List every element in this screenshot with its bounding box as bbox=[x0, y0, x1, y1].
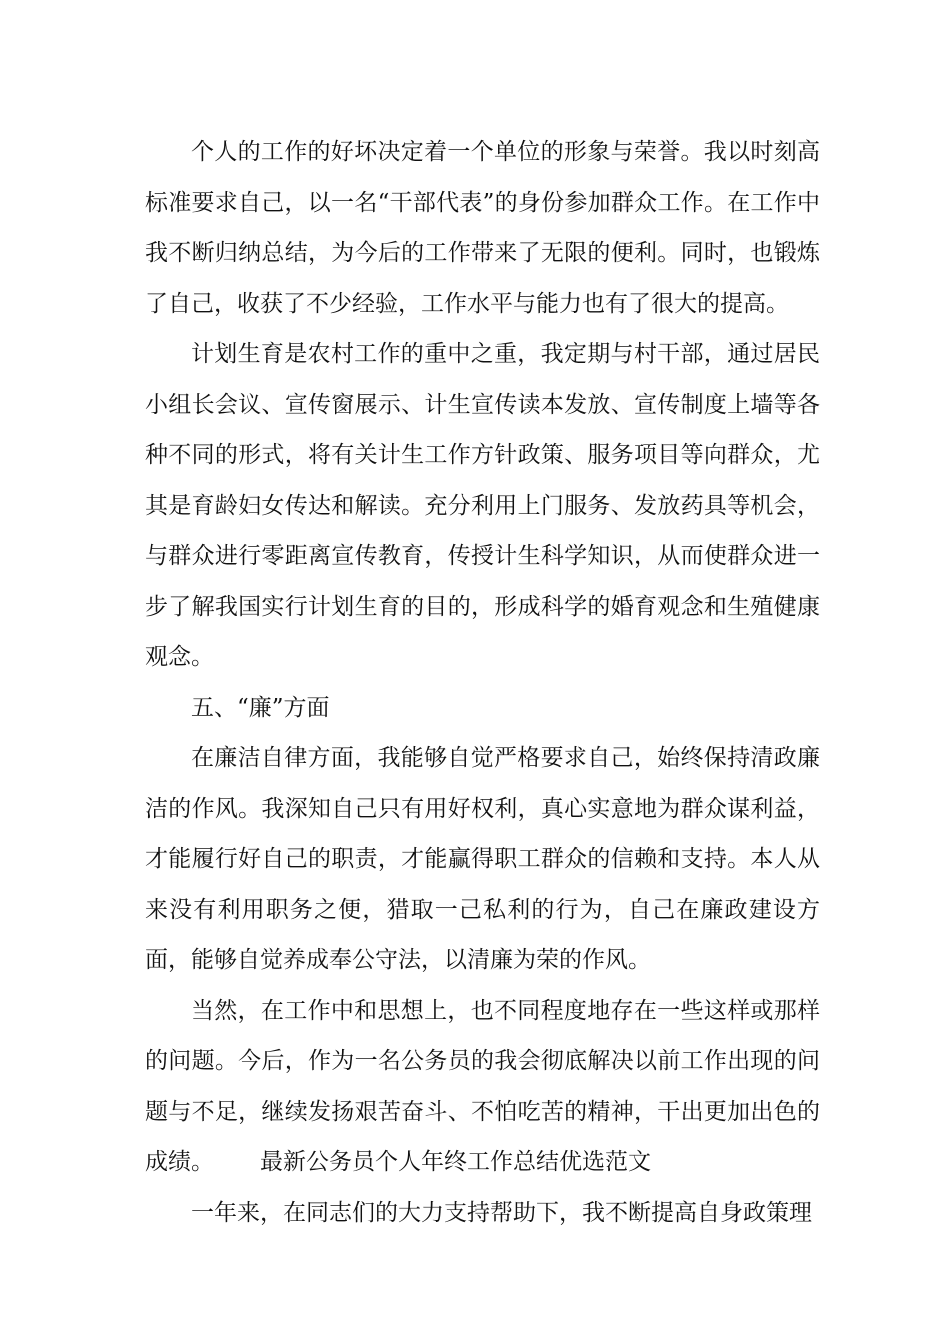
paragraph-family-planning: 计划生育是农村工作的重中之重，我定期与村干部，通过居民小组长会议、宣传窗展示、计生宣传读本发放、宣传制度上墙等各种不同的形式，将有关计生工作方针政策、服务项目等向群众，尤其是育龄妇女传达和解读。充分利用上门服务、发放药具等机会，与群众进行零距离宣传教育，传授计生科学知识，从而使群众进一步了解我国实行计划生育的目的，形成科学的婚育观念和生殖健康观念。 bbox=[145, 341, 820, 670]
paragraph-shortcomings bbox=[145, 986, 820, 1188]
inline-title: 最新公务员个人年终工作总结优选范文 bbox=[260, 1149, 651, 1175]
paragraph-integrity: 在廉洁自律方面，我能够自觉严格要求自己，始终保持清政廉洁的作风。我深知自己只有用好权利，真心实意地为群众谋利益，才能履行好自己的职责，才能赢得职工群众的信赖和支持。本人从来没有利用职务之便，猎取一己私利的行为，自己在廉政建设方面，能够自觉养成奉公守法，以清廉为荣的作风。 bbox=[145, 745, 820, 973]
paragraph-shortcomings-text: 当然，在工作中和思想上，也不同程度地存在一些这样或那样的问题。今后，作为一名公务员的我会彻底解决以前工作出现的问题与不足，继续发扬艰苦奋斗、不怕吃苦的精神，干出更加出色的成绩。 bbox=[145, 997, 820, 1175]
paragraph-work-image: 个人的工作的好坏决定着一个单位的形象与荣誉。我以时刻高标准要求自己，以一名“干部代表”的身份参加群众工作。在工作中我不断归纳总结，为今后的工作带来了无限的便利。同时，也锻炼了自己，收获了不少经验，工作水平与能力也有了很大的提高。 bbox=[145, 139, 820, 317]
paragraph-year-review: 一年来，在同志们的大力支持帮助下，我不断提高自身政策理 bbox=[191, 1199, 812, 1226]
section-heading-integrity: 五、“廉”方面 bbox=[191, 694, 330, 721]
document-body bbox=[145, 127, 820, 1238]
